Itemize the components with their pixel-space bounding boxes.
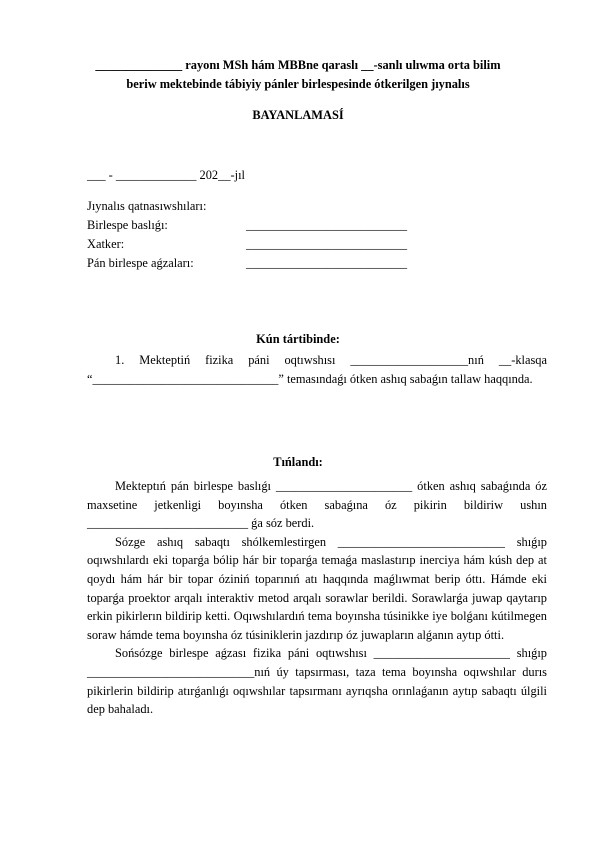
participant-label-members: Pán birlespe aǵzaları:: [87, 256, 194, 270]
agenda-text: [87, 351, 547, 388]
heard-paragraph-3: Sońsózge birlespe aǵzası fizika páni oqtıwshısı ______________________ shıǵıp ___________________________nıń úy tapsırması, taza tema boyınsha oqıwshılar durıs pikirlerin bildirip atırǵanlıǵı oqıwshılar tapsırmanı ayrıqsha orınlaǵanın aytıp sabaqtı úlgili dep bahaladı.: [87, 646, 547, 717]
participants-heading: Jıynalıs qatnasıwshıları:: [87, 199, 207, 213]
heard-title: Tıńlandı:: [273, 455, 323, 469]
participant-value-chair: __________________________: [246, 218, 408, 232]
participant-label-chair: Birlespe baslıǵı:: [87, 218, 168, 232]
participant-label-secretary: Xatker:: [87, 237, 125, 251]
header-line-2: beriw mektebinde tábiyiy pánler birlespesinde ótkerilgen jıynalıs: [126, 77, 470, 91]
date-line: ___ - _____________ 202__-jıl: [87, 168, 245, 182]
document-title: BAYANLAMASÍ: [252, 108, 344, 122]
agenda-paragraph: 1. Mekteptiń fizika páni oqtıwshısı ___________________nıń __-klasqa “______________________________” temasındaǵı ótken ashıq sabaǵın tallaw haqqında.: [87, 353, 547, 386]
participant-value-secretary: __________________________: [246, 237, 408, 251]
heard-paragraph-2: Sózge ashıq sabaqtı shólkemlestirgen ___________________________ shıǵıp oqıwshılardı eki toparǵa bólip hár bir toparǵa temaǵa maslastırıp inerciya hám kúsh dep at qoydı hám hár bir topar óziniń toparınıń atı haqqında maǵlıwmat berip óttı. Hámde eki toparǵa proektor arqalı interaktiv metod arqalı sorawlar berildi. Sorawlarǵa juwap qaytarıp erkin pikirlerın bildirip ketti. Oqıwshılardıń tema boyınsha túsinikke iye bolǵanı kútilmegen soraw hámde tema boyınsha óz túsiniklerin jazdırıp óz juwapların alǵanın aytıp ótti.: [87, 534, 547, 642]
heard-text: [87, 477, 547, 719]
heard-paragraph-1: Mekteptıń pán birlespe baslıǵı ______________________ ótken ashıq sabaǵında óz maxsetine jetkenligi boyınsha ótken sabaǵına óz pikirin bildiriw ushın __________________________ ǵa sóz berdi.: [87, 479, 547, 531]
agenda-title: Kún tártibinde:: [256, 332, 340, 346]
header-line-1: ______________ rayonı MSh hám MBBne qaraslı __-sanlı ulıwma orta bilim: [95, 58, 501, 72]
participant-value-members: __________________________: [246, 256, 408, 270]
